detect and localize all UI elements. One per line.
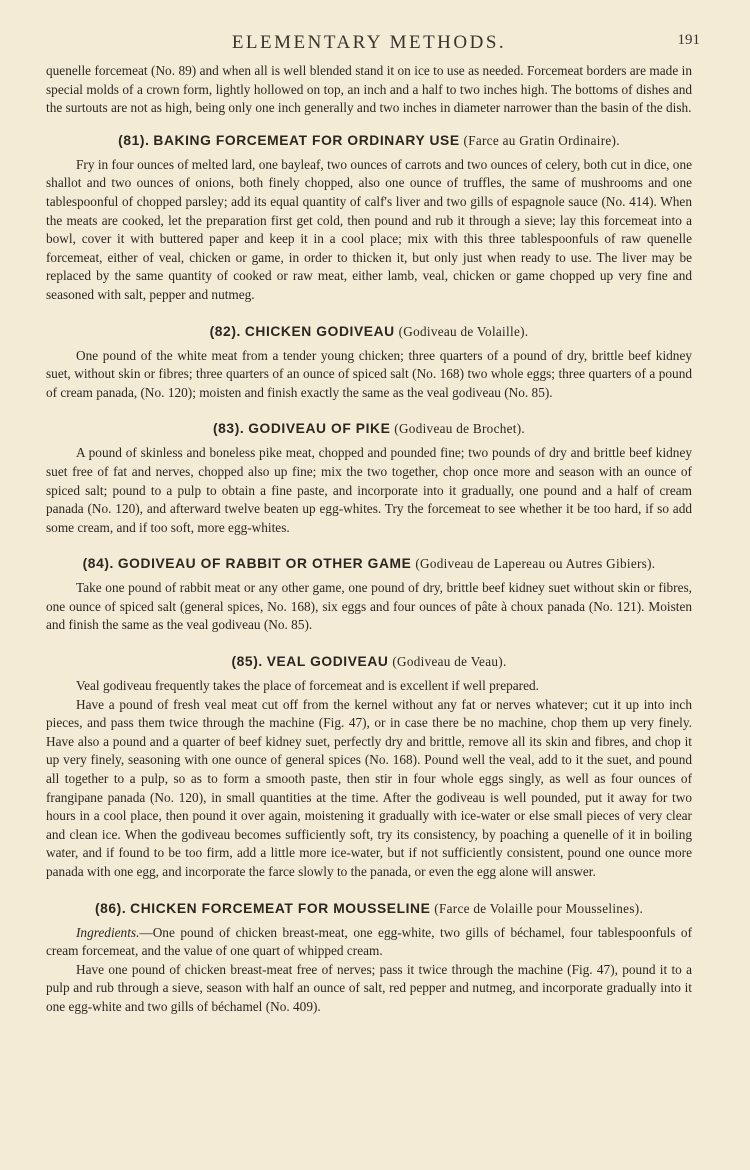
section-heading	[46, 132, 692, 150]
section-86	[46, 900, 692, 1017]
section-title: GODIVEAU OF RABBIT OR OTHER GAME	[117, 556, 412, 572]
running-head	[46, 28, 700, 62]
section-number: (84).	[82, 556, 114, 572]
section-81	[46, 132, 692, 305]
section-number: (85).	[231, 654, 263, 670]
section-paragraph: Have a pound of fresh veal meat cut off from the kernel without any fat or nerves whatever; cut it up into inch pieces, and pass them twice through the machine (Fig. 47), or in case there be no machine, chop them up very finely. Have also a pound and a quarter of beef kidney suet, perfectly dry and brittle, remove all its skin and fibres, and chop it up very finely, seasoning with one ounce of general spices (No. 168). Pound well the veal, add to it the suet, and pound all together to a pulp, so as to form a smooth paste, then stir in four whole eggs singly, as well as four ounces of frangipane panada (No. 120), in small quantities at the time. After the godiveau is well pounded, put it away for two hours in a cool place, then pound it over again, moistening it gradually with ice-water or else small pieces of very clear and clean ice. When the godiveau becomes sufficiently soft, try its consistency, by poaching a quenelle of it in boiling water, and if found to be too firm, add a little more ice-water, but if not sufficiently consistent, pound one ounce more panada with one egg, and incorporate the farce slowly to the panada, or even the egg alone will answer.	[46, 696, 692, 879]
section-85	[46, 653, 692, 882]
section-paragraph: Veal godiveau frequently takes the place of forcemeat and is excellent if well prepared.	[76, 678, 539, 694]
section-french-title: (Godiveau de Veau).	[392, 654, 507, 670]
section-number: (81).	[118, 132, 150, 148]
section-paragraph: A pound of skinless and boneless pike meat, chopped and pounded fine; two pounds of dry and brittle beef kidney suet free of fat and nerves, chopped also up fine; mix the two together, chop once more and season with an ounce of spiced salt; pound to a pulp to obtain a fine paste, and incorporate into it gradually, one pound and a half of cream panada (No. 120), and afterward twelve beaten up egg-whites. Try the forcemeat to see whether it be too hard, if so add some cream, and if too soft, more egg-whites.	[46, 445, 692, 535]
section-paragraph: Take one pound of rabbit meat or any other game, one pound of dry, brittle beef kidney suet without skin or fibres, one ounce of spiced salt (general spices, No. 168), six eggs and four ounces of pâte à choux panada (No. 121). Moisten and finish the same as the veal godiveau (No. 85).	[46, 580, 692, 633]
section-paragraph: Have one pound of chicken breast-meat free of nerves; pass it twice through the machine (Fig. 47), pound it to a pulp and rub through a sieve, season with half an ounce of salt, red pepper and nutmeg, and incorporate gradually into it one egg-white and two gills of béchamel (No. 409).	[46, 961, 692, 1014]
section-french-title: (Godiveau de Brochet).	[394, 421, 526, 437]
section-heading	[46, 323, 692, 341]
section-title: BAKING FORCEMEAT FOR ORDINARY USE	[153, 132, 460, 148]
ingredients-paragraph	[46, 924, 692, 961]
intro-paragraph: quenelle forcemeat (No. 89) and when all is well blended stand it on ice to use as needed. Forcemeat borders are made in special molds of a crown form, lightly hollowed on top, an inch and a half to two inches high. The bottoms of dishes and the surtouts are not as high, being only one inch generally and two inches in diameter narrower than the basin of the dish.	[46, 63, 692, 116]
running-title: ELEMENTARY METHODS.	[231, 32, 507, 53]
section-french-title: (Godiveau de Lapereau ou Autres Gibiers).	[415, 556, 656, 572]
section-heading	[46, 900, 692, 918]
page-number: 191	[677, 32, 700, 48]
section-number: (82).	[209, 323, 241, 339]
section-84	[46, 555, 692, 635]
section-title: GODIVEAU OF PIKE	[248, 421, 391, 437]
section-83	[46, 420, 692, 537]
section-number: (83).	[212, 421, 245, 437]
ingredients-label: Ingredients.	[76, 924, 140, 940]
section-heading	[46, 653, 692, 671]
section-paragraph: One pound of the white meat from a tender young chicken; three quarters of a pound of dry, brittle beef kidney suet, without skin or fibres; three quarters of an ounce of spiced salt (No. 168) two whole eggs; three quarters of a pound of cream panada, (No. 120); moisten and finish exactly the same as the veal godiveau (No. 85).	[46, 347, 692, 400]
section-number: (86).	[94, 900, 127, 916]
section-paragraph: Fry in four ounces of melted lard, one bayleaf, two ounces of carrots and two ounces of celery, both cut in dice, one shallot and two ounces of onions, both finely chopped, also one ounce of truffles, the same of mushrooms and one tablespoonful of chopped parsley; add its equal quantity of calf's liver and two gills of espagnole sauce (No. 414). When the meats are cooked, let the preparation first get cold, then pound and rub it through a sieve; lay this forcemeat into a bowl, cover it with buttered paper and keep it in a cool place; mix with this three tablespoonfuls of raw quenelle forcemeat, either of veal, chicken or game, in order to thicken it, but only just when ready to use. The liver may be replaced by the same quantity of cooked or raw meat, either lamb, veal, chicken or game chopped up very fine and seasoned with salt, pepper and nutmeg.	[46, 156, 692, 302]
section-title: VEAL GODIVEAU	[266, 654, 389, 670]
section-82	[46, 323, 692, 403]
section-french-title: (Godiveau de Volaille).	[398, 323, 529, 339]
ingredients-text: —One pound of chicken breast-meat, one egg-white, two gills of béchamel, four tablespoonfuls of cream forcemeat, and the value of one quart of whipped cream.	[46, 924, 692, 959]
section-french-title: (Farce de Volaille pour Mousselines).	[434, 900, 644, 916]
section-heading	[46, 555, 692, 573]
section-heading	[46, 420, 692, 438]
section-title: CHICKEN GODIVEAU	[244, 323, 395, 339]
section-title: CHICKEN FORCEMEAT FOR MOUSSELINE	[130, 900, 431, 916]
section-french-title: (Farce au Gratin Ordinaire).	[463, 132, 620, 148]
